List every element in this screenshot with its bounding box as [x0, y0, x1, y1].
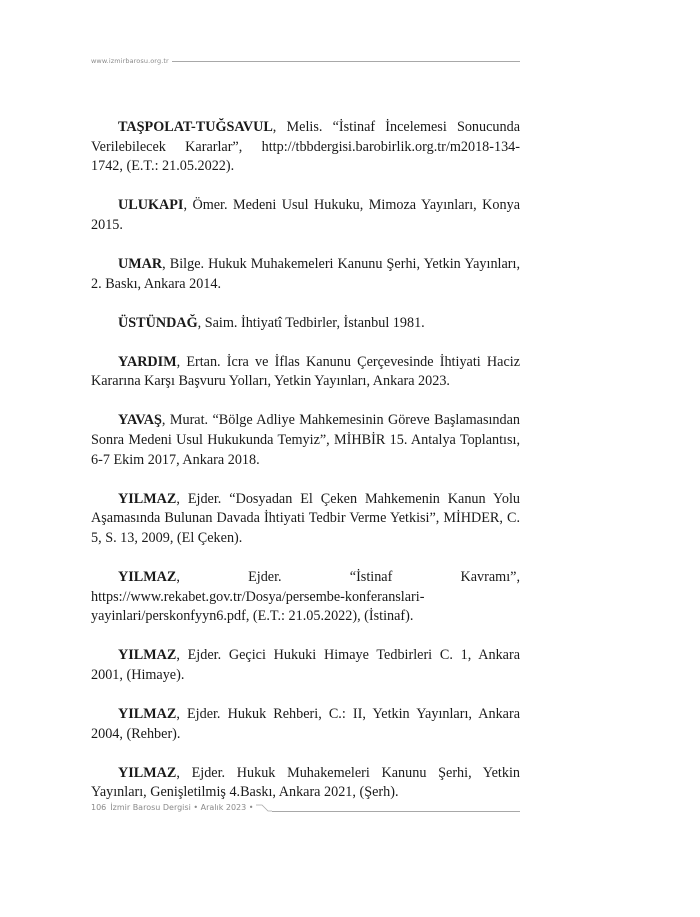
bibliography-entry — [91, 353, 520, 392]
entry-text: , Ertan. İcra ve İflas Kanunu Çerçevesinde İhtiyati Haciz Kararına Karşı Başvuru Yolları, Yetkin Yayınları, Ankara 2023. — [91, 353, 520, 390]
entry-author: YILMAZ — [118, 490, 177, 507]
bibliography-entry — [91, 646, 520, 685]
entry-text: , Ejder. Hukuk Muhakemeleri Kanunu Şerhi, Yetkin Yayınları, Genişletilmiş 4.Baskı, Ankara 2021, (Şerh). — [91, 764, 520, 801]
footer-notch-decoration — [256, 804, 272, 812]
bibliography-entry — [91, 411, 520, 470]
entry-author: YILMAZ — [118, 647, 177, 664]
bibliography-entry — [91, 314, 520, 334]
entry-author: ÜSTÜNDAĞ — [118, 314, 198, 331]
entry-author: YAVAŞ — [118, 412, 162, 429]
entry-author: ULUKAPI — [118, 197, 184, 214]
bibliography-entry — [91, 118, 520, 177]
entry-text: , Ejder. “İstinaf Kavramı”, https://www.rekabet.gov.tr/Dosya/persembe-konferanslari-yayinlari/perskonfyyn6.pdf, (E.T.: 21.05.2022), (İstinaf). — [91, 569, 520, 625]
journal-name: İzmir Barosu Dergisi • Aralık 2023 • — [110, 802, 254, 812]
entry-text: , Ejder. Hukuk Rehberi, C.: II, Yetkin Yayınları, Ankara 2004, (Rehber). — [91, 705, 520, 742]
entry-text: , Melis. “İstinaf İncelemesi Sonucunda Verilebilecek Kararlar”, http://tbbdergisi.barobirlik.org.tr/m2018-134-1742, (E.T.: 21.05.2022). — [91, 119, 520, 175]
page-number: 106 — [91, 802, 107, 812]
header-url: www.izmirbarosu.org.tr — [91, 57, 169, 65]
entry-text: , Ömer. Medeni Usul Hukuku, Mimoza Yayınları, Konya 2015. — [91, 197, 520, 233]
entry-author: TAŞPOLAT-TUĞSAVUL — [118, 119, 273, 135]
entry-text: , Murat. “Bölge Adliye Mahkemesinin Göreve Başlamasından Sonra Medeni Usul Hukukunda Temyiz”, MİHBİR 15. Antalya Toplantısı, 6-7 Ekim 2017, Ankara 2018. — [91, 412, 520, 468]
entry-author: YILMAZ — [118, 705, 177, 722]
entry-author: YARDIM — [118, 353, 177, 370]
bibliography-entry — [91, 568, 520, 627]
footer-rule — [272, 811, 521, 812]
entry-author: UMAR — [118, 255, 163, 272]
entry-author: YILMAZ — [118, 764, 177, 781]
header-rule — [172, 61, 520, 62]
entry-author: YILMAZ — [118, 569, 177, 585]
bibliography-entry — [91, 255, 520, 294]
entry-text: , Ejder. Geçici Hukuki Himaye Tedbirleri C. 1, Ankara 2001, (Himaye). — [91, 647, 520, 683]
bibliography-entry — [91, 764, 520, 803]
bibliography-entry — [91, 196, 520, 235]
entry-text: , Ejder. “Dosyadan El Çeken Mahkemenin Kanun Yolu Aşamasında Bulunan Davada İhtiyati Tedbir Verme Yetkisi”, MİHDER, C. 5, S. 13, 2009, (El Çeken). — [91, 490, 520, 546]
page-footer — [91, 800, 520, 814]
page-header — [91, 54, 520, 68]
bibliography-list — [91, 118, 520, 822]
bibliography-entry — [91, 490, 520, 549]
entry-text: , Saim. İhtiyatî Tedbirler, İstanbul 1981. — [197, 314, 425, 331]
entry-text: , Bilge. Hukuk Muhakemeleri Kanunu Şerhi, Yetkin Yayınları, 2. Baskı, Ankara 2014. — [91, 255, 520, 292]
bibliography-entry — [91, 705, 520, 744]
